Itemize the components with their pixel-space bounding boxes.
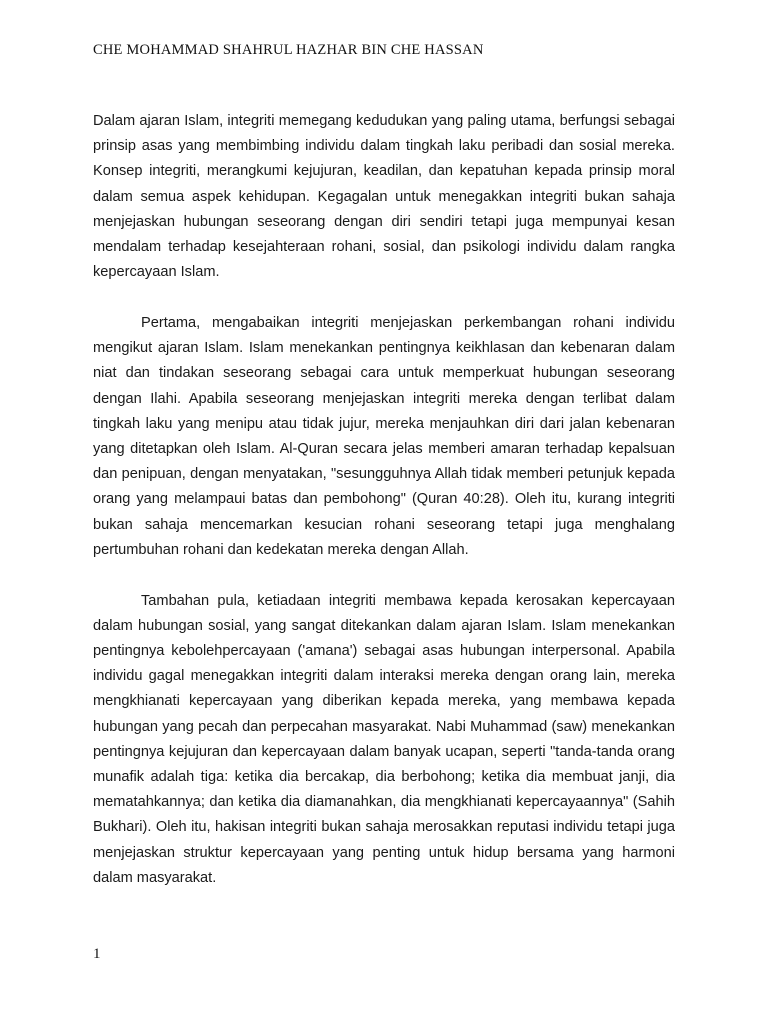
- paragraph-intro: Dalam ajaran Islam, integriti memegang kedudukan yang paling utama, berfungsi sebagai prinsip asas yang membimbing individu dalam tingkah laku peribadi dan sosial mereka. Konsep integriti, merangkumi kejujuran, keadilan, dan kepatuhan kepada prinsip moral dalam semua aspek kehidupan. Kegagalan untuk menegakkan integriti bukan sahaja menjejaskan hubungan seseorang dengan diri sendiri tetapi juga mempunyai kesan mendalam terhadap kesejahteraan rohani, sosial, dan psikologi individu dalam rangka kepercayaan Islam.: [93, 113, 675, 281]
- page-header-author: CHE MOHAMMAD SHAHRUL HAZHAR BIN CHE HASSAN: [93, 42, 484, 58]
- page-number: 1: [93, 946, 101, 962]
- paragraph-first-point: Pertama, mengabaikan integriti menjejaskan perkembangan rohani individu mengikut ajaran Islam. Islam menekankan pentingnya keikhlasan dan kebenaran dalam niat dan tindakan seseorang sebagai cara untuk memperkuat hubungan seseorang dengan Ilahi. Apabila seseorang menjejaskan integriti mereka dengan terlibat dalam tingkah laku yang menipu atau tidak jujur, mereka menjauhkan diri dari jalan kebenaran yang ditetapkan oleh Islam. Al-Quran secara jelas memberi amaran terhadap kepalsuan dan penipuan, dengan menyatakan, "sesungguhnya Allah tidak memberi petunjuk kepada orang yang melampaui batas dan pembohong" (Quran 40:28). Oleh itu, kurang integriti bukan sahaja mencemarkan kesucian rohani seseorang tetapi juga menghalang pertumbuhan rohani dan kedekatan mereka dengan Allah.: [93, 315, 675, 558]
- paragraph-second-point: Tambahan pula, ketiadaan integriti membawa kepada kerosakan kepercayaan dalam hubungan sosial, yang sangat ditekankan dalam ajaran Islam. Islam menekankan pentingnya kebolehpercayaan ('amana') sebagai asas hubungan interpersonal. Apabila individu gagal menegakkan integriti dalam interaksi mereka dengan orang lain, mereka mengkhianati kepercayaan yang diberikan kepada mereka, yang membawa kepada hubungan yang pecah dan perpecahan masyarakat. Nabi Muhammad (saw) menekankan pentingnya kejujuran dan kepercayaan dalam banyak ucapan, seperti "tanda-tanda orang munafik adalah tiga: ketika dia bercakap, dia berbohong; ketika dia membuat janji, dia mematahkannya; dan ketika dia diamanahkan, dia mengkhianati kepercayaannya" (Sahih Bukhari). Oleh itu, hakisan integriti bukan sahaja merosakkan reputasi individu tetapi juga menjejaskan struktur kepercayaan yang penting untuk hidup bersama yang harmoni dalam masyarakat.: [93, 592, 675, 886]
- document-body: [93, 109, 675, 917]
